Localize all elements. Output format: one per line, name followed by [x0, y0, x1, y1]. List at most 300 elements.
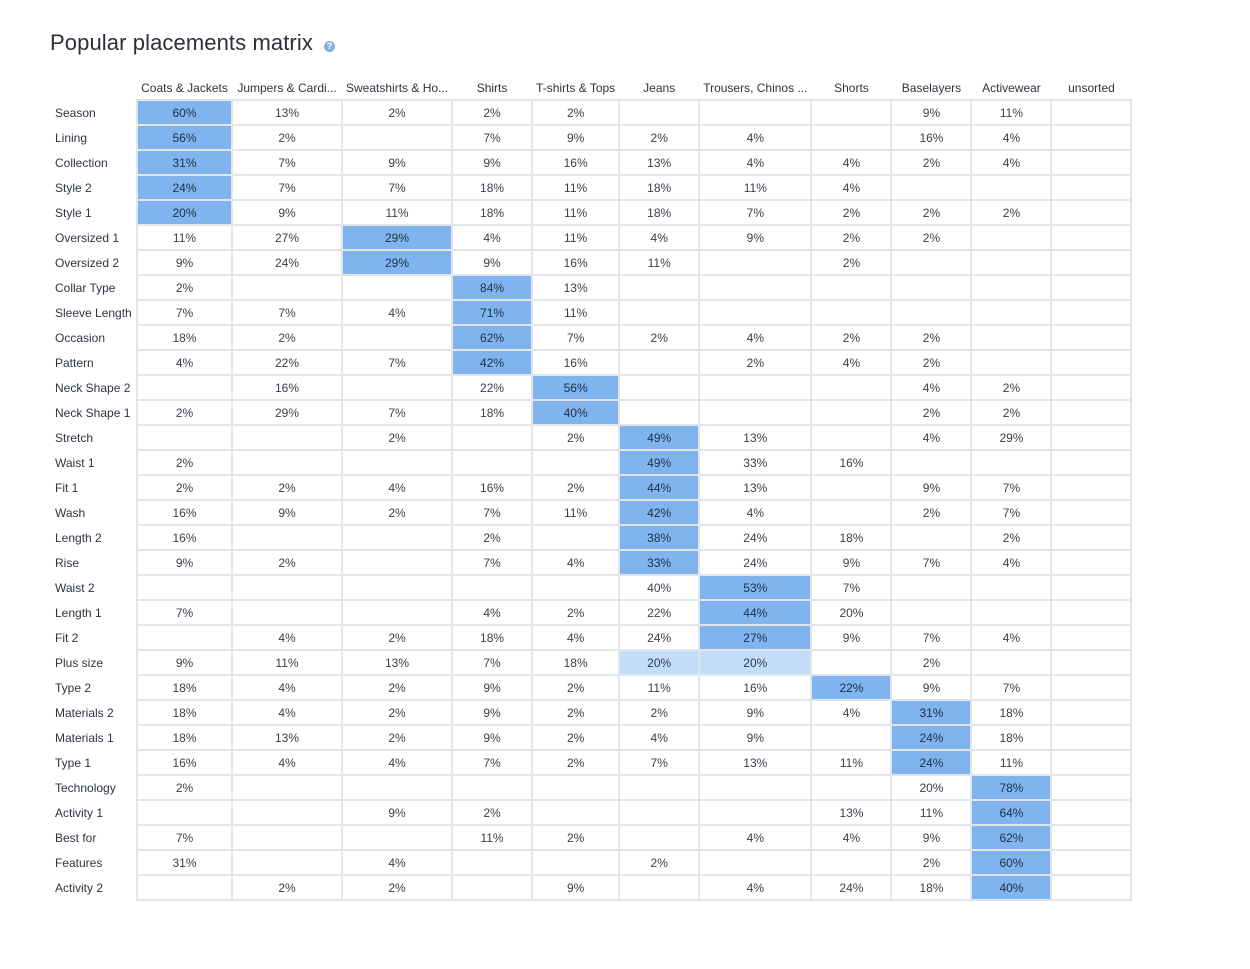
matrix-cell[interactable]: 2%: [342, 500, 452, 525]
matrix-cell[interactable]: 27%: [232, 225, 342, 250]
matrix-cell[interactable]: [811, 275, 891, 300]
matrix-cell[interactable]: 24%: [699, 550, 811, 575]
matrix-cell[interactable]: 9%: [137, 650, 232, 675]
matrix-cell[interactable]: [971, 575, 1051, 600]
matrix-cell[interactable]: [971, 325, 1051, 350]
matrix-cell[interactable]: 2%: [232, 325, 342, 350]
matrix-cell[interactable]: 56%: [532, 375, 619, 400]
matrix-cell[interactable]: 2%: [971, 525, 1051, 550]
matrix-cell[interactable]: [1051, 400, 1131, 425]
matrix-cell[interactable]: [811, 125, 891, 150]
matrix-cell[interactable]: 60%: [971, 850, 1051, 875]
matrix-cell[interactable]: [1051, 475, 1131, 500]
matrix-cell[interactable]: 2%: [232, 125, 342, 150]
matrix-cell[interactable]: 18%: [971, 725, 1051, 750]
matrix-cell[interactable]: 2%: [891, 400, 971, 425]
matrix-cell[interactable]: 20%: [619, 650, 699, 675]
matrix-cell[interactable]: 9%: [137, 550, 232, 575]
matrix-cell[interactable]: 64%: [971, 800, 1051, 825]
matrix-cell[interactable]: 4%: [811, 175, 891, 200]
matrix-cell[interactable]: 2%: [891, 325, 971, 350]
matrix-cell[interactable]: 2%: [532, 425, 619, 450]
matrix-cell[interactable]: 2%: [137, 475, 232, 500]
matrix-cell[interactable]: 71%: [452, 300, 532, 325]
matrix-cell[interactable]: [891, 450, 971, 475]
matrix-cell[interactable]: [452, 450, 532, 475]
matrix-cell[interactable]: [232, 775, 342, 800]
matrix-cell[interactable]: 56%: [137, 125, 232, 150]
matrix-cell[interactable]: 42%: [452, 350, 532, 375]
matrix-cell[interactable]: 18%: [452, 625, 532, 650]
matrix-cell[interactable]: 9%: [452, 725, 532, 750]
matrix-cell[interactable]: [699, 850, 811, 875]
matrix-cell[interactable]: [619, 375, 699, 400]
matrix-cell[interactable]: 4%: [811, 350, 891, 375]
matrix-cell[interactable]: 49%: [619, 425, 699, 450]
matrix-cell[interactable]: 40%: [971, 875, 1051, 900]
matrix-cell[interactable]: 9%: [452, 250, 532, 275]
matrix-cell[interactable]: 2%: [619, 850, 699, 875]
matrix-cell[interactable]: [971, 650, 1051, 675]
matrix-cell[interactable]: [532, 775, 619, 800]
matrix-cell[interactable]: 2%: [342, 100, 452, 125]
matrix-cell[interactable]: 7%: [452, 550, 532, 575]
matrix-cell[interactable]: 44%: [699, 600, 811, 625]
matrix-cell[interactable]: [1051, 250, 1131, 275]
matrix-cell[interactable]: 2%: [619, 325, 699, 350]
matrix-cell[interactable]: [232, 825, 342, 850]
matrix-cell[interactable]: 7%: [971, 675, 1051, 700]
matrix-cell[interactable]: [811, 400, 891, 425]
matrix-cell[interactable]: 11%: [619, 250, 699, 275]
matrix-cell[interactable]: [342, 325, 452, 350]
matrix-cell[interactable]: 4%: [811, 700, 891, 725]
matrix-cell[interactable]: 16%: [232, 375, 342, 400]
matrix-cell[interactable]: 9%: [232, 500, 342, 525]
matrix-cell[interactable]: 31%: [137, 850, 232, 875]
matrix-cell[interactable]: 4%: [619, 225, 699, 250]
matrix-cell[interactable]: 2%: [137, 450, 232, 475]
matrix-cell[interactable]: 4%: [342, 300, 452, 325]
matrix-cell[interactable]: [1051, 800, 1131, 825]
matrix-cell[interactable]: [619, 350, 699, 375]
matrix-cell[interactable]: [699, 250, 811, 275]
matrix-cell[interactable]: 2%: [232, 550, 342, 575]
matrix-cell[interactable]: 11%: [971, 100, 1051, 125]
matrix-cell[interactable]: 4%: [891, 425, 971, 450]
matrix-cell[interactable]: 2%: [452, 800, 532, 825]
matrix-cell[interactable]: 22%: [452, 375, 532, 400]
matrix-cell[interactable]: 7%: [137, 300, 232, 325]
matrix-cell[interactable]: [342, 825, 452, 850]
matrix-cell[interactable]: 4%: [891, 375, 971, 400]
matrix-cell[interactable]: [1051, 375, 1131, 400]
matrix-cell[interactable]: 2%: [232, 475, 342, 500]
column-header[interactable]: Sweatshirts & Ho...: [346, 80, 449, 95]
matrix-cell[interactable]: [619, 275, 699, 300]
matrix-cell[interactable]: 9%: [891, 475, 971, 500]
matrix-cell[interactable]: 2%: [342, 875, 452, 900]
matrix-cell[interactable]: 4%: [811, 150, 891, 175]
matrix-cell[interactable]: [342, 450, 452, 475]
matrix-cell[interactable]: 78%: [971, 775, 1051, 800]
matrix-cell[interactable]: 7%: [342, 350, 452, 375]
matrix-cell[interactable]: 7%: [891, 625, 971, 650]
matrix-cell[interactable]: 18%: [137, 325, 232, 350]
matrix-cell[interactable]: [699, 375, 811, 400]
matrix-cell[interactable]: [811, 300, 891, 325]
matrix-cell[interactable]: [971, 275, 1051, 300]
matrix-cell[interactable]: [1051, 550, 1131, 575]
matrix-cell[interactable]: 16%: [137, 525, 232, 550]
matrix-cell[interactable]: 4%: [971, 550, 1051, 575]
matrix-cell[interactable]: 11%: [619, 675, 699, 700]
matrix-cell[interactable]: [1051, 750, 1131, 775]
matrix-cell[interactable]: 9%: [452, 700, 532, 725]
matrix-cell[interactable]: 4%: [619, 725, 699, 750]
matrix-cell[interactable]: [342, 550, 452, 575]
matrix-cell[interactable]: [342, 275, 452, 300]
matrix-cell[interactable]: [699, 800, 811, 825]
matrix-cell[interactable]: [1051, 150, 1131, 175]
matrix-cell[interactable]: 16%: [137, 750, 232, 775]
matrix-cell[interactable]: 7%: [891, 550, 971, 575]
matrix-cell[interactable]: [452, 875, 532, 900]
matrix-cell[interactable]: [1051, 350, 1131, 375]
matrix-cell[interactable]: 33%: [619, 550, 699, 575]
matrix-cell[interactable]: [1051, 850, 1131, 875]
matrix-cell[interactable]: [342, 600, 452, 625]
matrix-cell[interactable]: 27%: [699, 625, 811, 650]
matrix-cell[interactable]: 7%: [452, 500, 532, 525]
matrix-cell[interactable]: 13%: [699, 750, 811, 775]
matrix-cell[interactable]: 7%: [137, 600, 232, 625]
matrix-cell[interactable]: [1051, 300, 1131, 325]
matrix-cell[interactable]: 42%: [619, 500, 699, 525]
matrix-cell[interactable]: [891, 175, 971, 200]
matrix-cell[interactable]: 31%: [137, 150, 232, 175]
matrix-cell[interactable]: [891, 575, 971, 600]
matrix-cell[interactable]: 84%: [452, 275, 532, 300]
matrix-cell[interactable]: [619, 800, 699, 825]
matrix-cell[interactable]: [1051, 500, 1131, 525]
matrix-cell[interactable]: 7%: [699, 200, 811, 225]
matrix-cell[interactable]: 4%: [699, 825, 811, 850]
column-header[interactable]: T-shirts & Tops: [536, 80, 616, 95]
matrix-cell[interactable]: [342, 575, 452, 600]
matrix-cell[interactable]: [811, 475, 891, 500]
matrix-cell[interactable]: 9%: [699, 225, 811, 250]
matrix-cell[interactable]: 9%: [452, 675, 532, 700]
column-header[interactable]: Baselayers: [901, 80, 962, 95]
matrix-cell[interactable]: 4%: [232, 700, 342, 725]
matrix-cell[interactable]: 2%: [532, 100, 619, 125]
matrix-cell[interactable]: 4%: [699, 150, 811, 175]
matrix-cell[interactable]: [1051, 650, 1131, 675]
matrix-cell[interactable]: 11%: [971, 750, 1051, 775]
column-header[interactable]: unsorted: [1068, 80, 1115, 95]
matrix-cell[interactable]: [137, 875, 232, 900]
matrix-cell[interactable]: 9%: [891, 100, 971, 125]
matrix-cell[interactable]: 2%: [137, 400, 232, 425]
matrix-cell[interactable]: [971, 350, 1051, 375]
matrix-cell[interactable]: [811, 375, 891, 400]
matrix-cell[interactable]: 2%: [452, 100, 532, 125]
matrix-cell[interactable]: 2%: [532, 600, 619, 625]
matrix-cell[interactable]: 7%: [232, 175, 342, 200]
matrix-cell[interactable]: 13%: [342, 650, 452, 675]
matrix-cell[interactable]: 2%: [532, 725, 619, 750]
matrix-cell[interactable]: [699, 100, 811, 125]
matrix-cell[interactable]: 18%: [452, 175, 532, 200]
matrix-cell[interactable]: 2%: [137, 275, 232, 300]
matrix-cell[interactable]: 24%: [232, 250, 342, 275]
matrix-cell[interactable]: 7%: [532, 325, 619, 350]
matrix-cell[interactable]: [232, 575, 342, 600]
matrix-cell[interactable]: 9%: [452, 150, 532, 175]
matrix-cell[interactable]: 24%: [891, 750, 971, 775]
matrix-cell[interactable]: [811, 500, 891, 525]
matrix-cell[interactable]: [232, 850, 342, 875]
matrix-cell[interactable]: 60%: [137, 100, 232, 125]
matrix-cell[interactable]: 4%: [699, 325, 811, 350]
matrix-cell[interactable]: 18%: [532, 650, 619, 675]
matrix-cell[interactable]: [232, 600, 342, 625]
matrix-cell[interactable]: 29%: [342, 250, 452, 275]
matrix-cell[interactable]: [619, 300, 699, 325]
matrix-cell[interactable]: 4%: [971, 150, 1051, 175]
matrix-cell[interactable]: [699, 400, 811, 425]
matrix-cell[interactable]: 38%: [619, 525, 699, 550]
matrix-cell[interactable]: [137, 425, 232, 450]
matrix-cell[interactable]: 18%: [619, 200, 699, 225]
matrix-cell[interactable]: 2%: [532, 475, 619, 500]
matrix-cell[interactable]: [532, 575, 619, 600]
matrix-cell[interactable]: 4%: [342, 750, 452, 775]
matrix-cell[interactable]: 2%: [452, 525, 532, 550]
matrix-cell[interactable]: 13%: [699, 425, 811, 450]
matrix-cell[interactable]: 2%: [532, 675, 619, 700]
matrix-cell[interactable]: [971, 300, 1051, 325]
matrix-cell[interactable]: 2%: [532, 750, 619, 775]
matrix-cell[interactable]: 11%: [532, 300, 619, 325]
matrix-cell[interactable]: 62%: [452, 325, 532, 350]
matrix-cell[interactable]: [452, 575, 532, 600]
matrix-cell[interactable]: 2%: [811, 225, 891, 250]
matrix-cell[interactable]: 18%: [137, 725, 232, 750]
matrix-cell[interactable]: [1051, 725, 1131, 750]
matrix-cell[interactable]: 18%: [971, 700, 1051, 725]
matrix-cell[interactable]: [891, 300, 971, 325]
matrix-cell[interactable]: [342, 125, 452, 150]
matrix-cell[interactable]: 9%: [232, 200, 342, 225]
matrix-cell[interactable]: 24%: [619, 625, 699, 650]
column-header[interactable]: Activewear: [982, 80, 1041, 95]
matrix-cell[interactable]: [342, 375, 452, 400]
matrix-cell[interactable]: 31%: [891, 700, 971, 725]
matrix-cell[interactable]: 2%: [811, 325, 891, 350]
matrix-cell[interactable]: 9%: [891, 675, 971, 700]
matrix-cell[interactable]: [232, 525, 342, 550]
matrix-cell[interactable]: 24%: [891, 725, 971, 750]
matrix-cell[interactable]: 11%: [891, 800, 971, 825]
matrix-cell[interactable]: 20%: [699, 650, 811, 675]
matrix-cell[interactable]: [1051, 625, 1131, 650]
matrix-cell[interactable]: [971, 450, 1051, 475]
matrix-cell[interactable]: 11%: [532, 200, 619, 225]
matrix-cell[interactable]: [1051, 175, 1131, 200]
matrix-cell[interactable]: 7%: [971, 475, 1051, 500]
matrix-cell[interactable]: [452, 850, 532, 875]
matrix-cell[interactable]: 13%: [699, 475, 811, 500]
matrix-cell[interactable]: 7%: [619, 750, 699, 775]
matrix-cell[interactable]: [137, 800, 232, 825]
matrix-cell[interactable]: 49%: [619, 450, 699, 475]
matrix-cell[interactable]: [811, 850, 891, 875]
matrix-cell[interactable]: [811, 725, 891, 750]
column-header[interactable]: Coats & Jackets: [141, 80, 228, 95]
matrix-cell[interactable]: [1051, 875, 1131, 900]
matrix-cell[interactable]: 4%: [699, 125, 811, 150]
matrix-cell[interactable]: [971, 175, 1051, 200]
matrix-cell[interactable]: 9%: [342, 150, 452, 175]
matrix-cell[interactable]: 4%: [971, 125, 1051, 150]
matrix-cell[interactable]: 2%: [699, 350, 811, 375]
matrix-cell[interactable]: [891, 250, 971, 275]
matrix-cell[interactable]: 16%: [891, 125, 971, 150]
matrix-cell[interactable]: 29%: [232, 400, 342, 425]
matrix-cell[interactable]: 9%: [532, 125, 619, 150]
matrix-cell[interactable]: 18%: [891, 875, 971, 900]
matrix-cell[interactable]: [1051, 600, 1131, 625]
matrix-cell[interactable]: [891, 600, 971, 625]
matrix-cell[interactable]: [232, 275, 342, 300]
matrix-cell[interactable]: [699, 775, 811, 800]
matrix-cell[interactable]: 44%: [619, 475, 699, 500]
matrix-cell[interactable]: [1051, 125, 1131, 150]
matrix-cell[interactable]: 4%: [532, 625, 619, 650]
matrix-cell[interactable]: 22%: [619, 600, 699, 625]
matrix-cell[interactable]: [137, 375, 232, 400]
matrix-cell[interactable]: [971, 250, 1051, 275]
matrix-cell[interactable]: 7%: [452, 750, 532, 775]
matrix-cell[interactable]: 20%: [891, 775, 971, 800]
matrix-cell[interactable]: 2%: [137, 775, 232, 800]
matrix-cell[interactable]: 2%: [342, 725, 452, 750]
matrix-cell[interactable]: 11%: [452, 825, 532, 850]
matrix-cell[interactable]: 16%: [811, 450, 891, 475]
matrix-cell[interactable]: 2%: [891, 200, 971, 225]
matrix-cell[interactable]: [619, 875, 699, 900]
matrix-cell[interactable]: [137, 625, 232, 650]
matrix-cell[interactable]: 24%: [137, 175, 232, 200]
matrix-cell[interactable]: 2%: [232, 875, 342, 900]
matrix-cell[interactable]: [1051, 425, 1131, 450]
matrix-cell[interactable]: [1051, 775, 1131, 800]
matrix-cell[interactable]: 7%: [811, 575, 891, 600]
matrix-cell[interactable]: [971, 600, 1051, 625]
matrix-cell[interactable]: 13%: [232, 100, 342, 125]
matrix-cell[interactable]: 16%: [532, 350, 619, 375]
matrix-cell[interactable]: 40%: [619, 575, 699, 600]
column-header[interactable]: Jumpers & Cardi...: [237, 80, 337, 95]
matrix-cell[interactable]: [1051, 450, 1131, 475]
matrix-cell[interactable]: 62%: [971, 825, 1051, 850]
matrix-cell[interactable]: [532, 800, 619, 825]
matrix-cell[interactable]: 18%: [452, 200, 532, 225]
matrix-cell[interactable]: 20%: [137, 200, 232, 225]
matrix-cell[interactable]: [532, 450, 619, 475]
matrix-cell[interactable]: 9%: [699, 700, 811, 725]
matrix-cell[interactable]: 4%: [137, 350, 232, 375]
matrix-cell[interactable]: [1051, 700, 1131, 725]
matrix-cell[interactable]: [452, 425, 532, 450]
matrix-cell[interactable]: 22%: [811, 675, 891, 700]
matrix-cell[interactable]: 2%: [891, 850, 971, 875]
matrix-cell[interactable]: [532, 525, 619, 550]
matrix-cell[interactable]: [342, 525, 452, 550]
matrix-cell[interactable]: 24%: [811, 875, 891, 900]
matrix-cell[interactable]: 2%: [342, 675, 452, 700]
matrix-cell[interactable]: 2%: [891, 350, 971, 375]
matrix-cell[interactable]: 18%: [452, 400, 532, 425]
matrix-cell[interactable]: 2%: [811, 250, 891, 275]
matrix-cell[interactable]: [971, 225, 1051, 250]
matrix-cell[interactable]: [232, 425, 342, 450]
matrix-cell[interactable]: 4%: [232, 675, 342, 700]
matrix-cell[interactable]: 2%: [971, 200, 1051, 225]
matrix-cell[interactable]: 18%: [811, 525, 891, 550]
matrix-cell[interactable]: 13%: [532, 275, 619, 300]
matrix-cell[interactable]: 2%: [891, 650, 971, 675]
matrix-cell[interactable]: 2%: [971, 400, 1051, 425]
matrix-cell[interactable]: 22%: [232, 350, 342, 375]
matrix-cell[interactable]: 24%: [699, 525, 811, 550]
matrix-cell[interactable]: 2%: [619, 700, 699, 725]
matrix-cell[interactable]: [891, 525, 971, 550]
matrix-cell[interactable]: 18%: [137, 700, 232, 725]
matrix-cell[interactable]: 9%: [137, 250, 232, 275]
matrix-cell[interactable]: 2%: [532, 700, 619, 725]
matrix-cell[interactable]: 11%: [811, 750, 891, 775]
matrix-cell[interactable]: 7%: [342, 400, 452, 425]
matrix-cell[interactable]: 11%: [137, 225, 232, 250]
matrix-cell[interactable]: 33%: [699, 450, 811, 475]
matrix-cell[interactable]: 2%: [891, 500, 971, 525]
matrix-cell[interactable]: 7%: [232, 150, 342, 175]
matrix-cell[interactable]: [1051, 825, 1131, 850]
matrix-cell[interactable]: 4%: [811, 825, 891, 850]
matrix-cell[interactable]: 4%: [342, 475, 452, 500]
matrix-cell[interactable]: [532, 850, 619, 875]
matrix-cell[interactable]: 16%: [452, 475, 532, 500]
matrix-cell[interactable]: 2%: [811, 200, 891, 225]
matrix-cell[interactable]: 4%: [342, 850, 452, 875]
matrix-cell[interactable]: [619, 775, 699, 800]
matrix-cell[interactable]: 53%: [699, 575, 811, 600]
matrix-cell[interactable]: [811, 650, 891, 675]
matrix-cell[interactable]: 9%: [811, 550, 891, 575]
matrix-cell[interactable]: [1051, 275, 1131, 300]
matrix-cell[interactable]: [1051, 525, 1131, 550]
matrix-cell[interactable]: 11%: [342, 200, 452, 225]
matrix-cell[interactable]: 20%: [811, 600, 891, 625]
matrix-cell[interactable]: 4%: [232, 750, 342, 775]
matrix-cell[interactable]: 7%: [452, 650, 532, 675]
matrix-cell[interactable]: 7%: [232, 300, 342, 325]
matrix-cell[interactable]: [891, 275, 971, 300]
matrix-cell[interactable]: 11%: [532, 175, 619, 200]
